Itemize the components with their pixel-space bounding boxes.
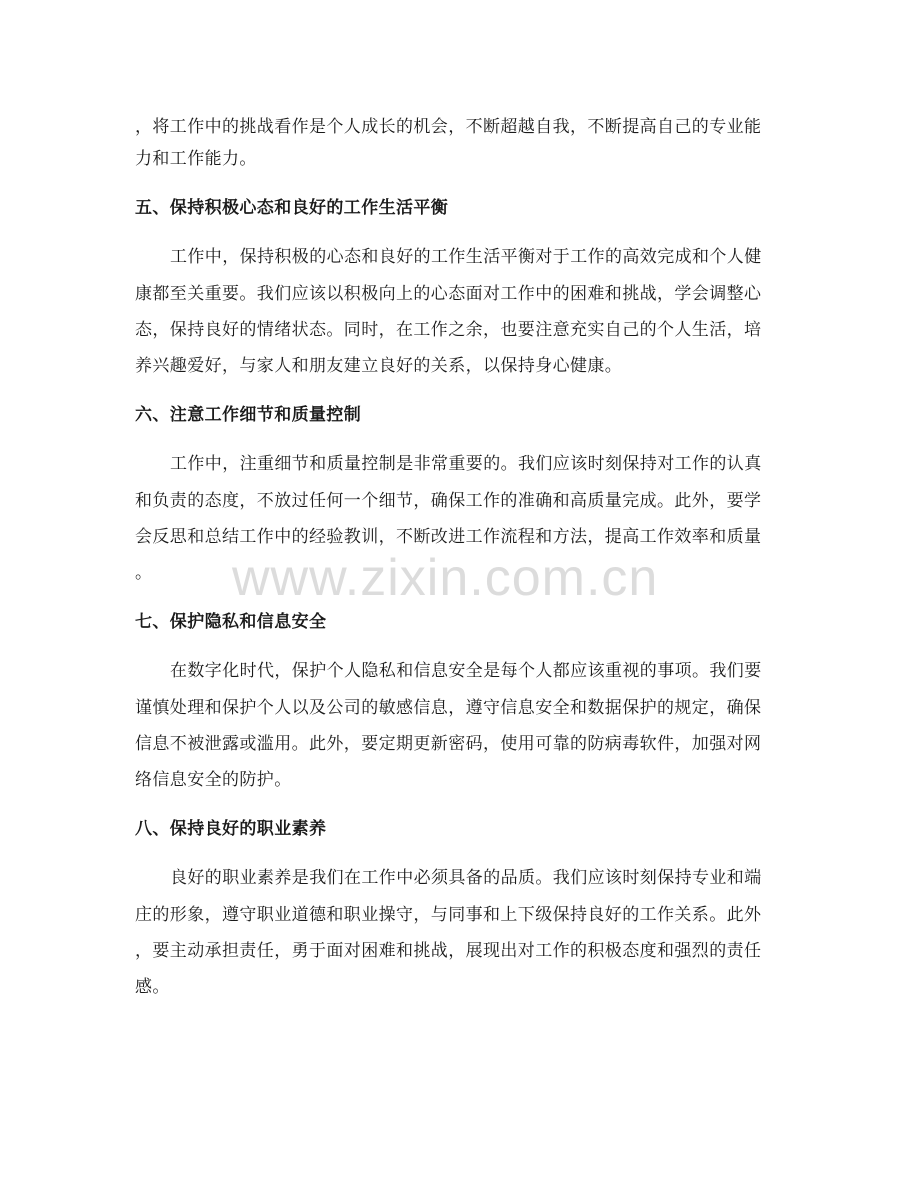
section-heading-5: 五、保持积极心态和良好的工作生活平衡: [135, 198, 449, 218]
intro-line: ，将工作中的挑战看作是个人成长的机会，不断超越自我，不断提高自己的专业能: [135, 117, 762, 137]
section-heading-8: 八、保持良好的职业素养: [135, 819, 327, 839]
paragraph-line: 会反思和总结工作中的经验教训，不断改进工作流程和方法，提高工作效率和质量: [135, 527, 762, 547]
section-heading-6: 六、注意工作细节和质量控制: [135, 405, 362, 425]
paragraph-line: 信息不被泄露或滥用。此外，要定期更新密码，使用可靠的防病毒软件，加强对网: [135, 734, 762, 754]
paragraph-line: 康都至关重要。我们应该以积极向上的心态面对工作中的困难和挑战，学会调整心: [135, 284, 762, 304]
paragraph-line: 庄的形象，遵守职业道德和职业操守，与同事和上下级保持良好的工作关系。此外: [135, 905, 762, 925]
paragraph-line: ，要主动承担责任，勇于面对困难和挑战，展现出对工作的积极态度和强烈的责任: [135, 941, 762, 961]
paragraph-line: 良好的职业素养是我们在工作中必须具备的品质。我们应该时刻保持专业和端: [170, 868, 762, 888]
paragraph-line: 谨慎处理和保护个人以及公司的敏感信息，遵守信息安全和数据保护的规定，确保: [135, 698, 762, 718]
paragraph-line: 和负责的态度，不放过任何一个细节，确保工作的准确和高质量完成。此外，要学: [135, 491, 762, 511]
watermark: www.zixin.com.cn: [232, 549, 659, 607]
paragraph-line: 感。: [135, 977, 170, 997]
paragraph-line: 态，保持良好的情绪状态。同时，在工作之余，也要注意充实自己的个人生活，培: [135, 320, 762, 340]
paragraph-line: 养兴趣爱好，与家人和朋友建立良好的关系，以保持身心健康。: [135, 356, 623, 376]
paragraph-line: 。: [135, 563, 153, 583]
paragraph-line: 工作中，保持积极的心态和良好的工作生活平衡对于工作的高效完成和个人健: [170, 247, 762, 267]
section-heading-7: 七、保护隐私和信息安全: [135, 612, 327, 632]
paragraph-line: 工作中，注重细节和质量控制是非常重要的。我们应该时刻保持对工作的认真: [170, 454, 762, 474]
paragraph-line: 在数字化时代，保护个人隐私和信息安全是每个人都应该重视的事项。我们要: [170, 661, 762, 681]
paragraph-line: 络信息安全的防护。: [135, 770, 292, 790]
intro-line: 力和工作能力。: [135, 149, 257, 169]
